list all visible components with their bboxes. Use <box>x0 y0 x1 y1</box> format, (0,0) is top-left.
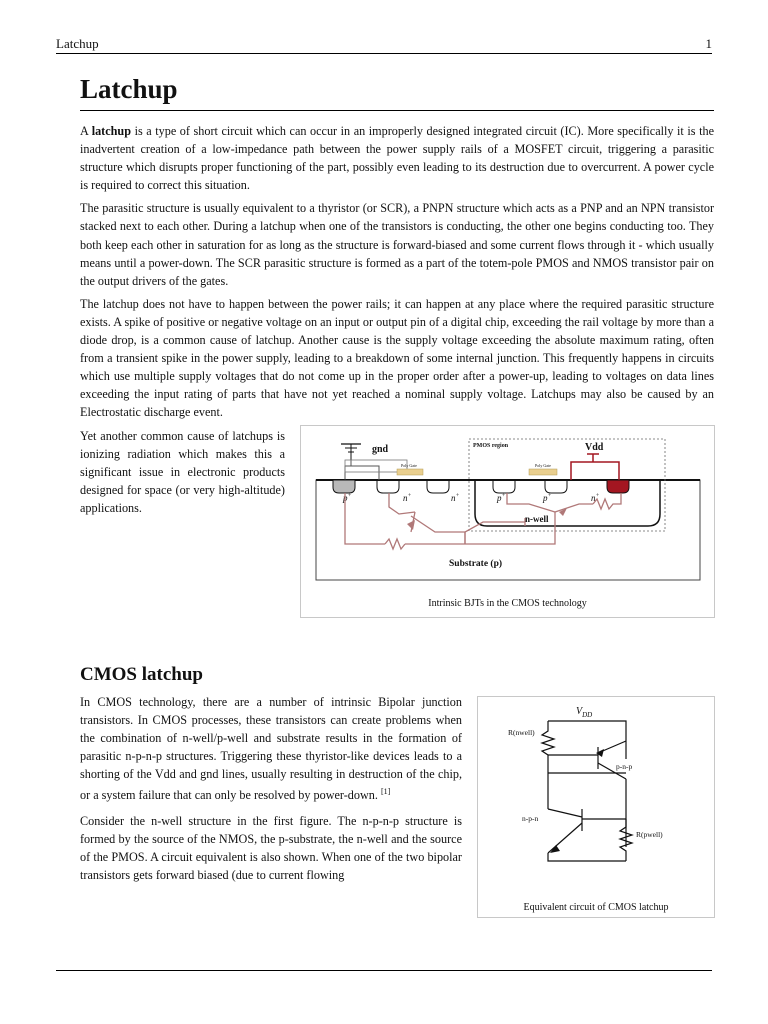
section-heading-cmos: CMOS latchup <box>80 663 203 685</box>
circuit-wiring <box>542 721 632 861</box>
intro-prefix: A <box>80 124 92 138</box>
poly-gate-label-2: Poly Gate <box>535 462 551 468</box>
paragraph-cmos-1 <box>80 693 462 805</box>
title-rule <box>80 110 714 111</box>
paragraph-cmos-2: Consider the n-well structure in the first figure. The n-p-n-p structure is formed by the source of the NMOS, the p-substrate, the n-well and the source of the PMOS. A circuit equivalent is also shown. When one of the two bipolar transistors gets forward biased (due to current flowing <box>80 814 462 883</box>
p-plus-label-3: p+ <box>543 492 552 503</box>
page-title: Latchup <box>80 74 178 104</box>
figure2-caption: Equivalent circuit of CMOS latchup <box>523 901 669 913</box>
pmos-region-label: PMOS region <box>473 442 509 449</box>
cmos-para1-text: In CMOS technology, there are a number of intrinsic Bipolar junction transistors. In CMOS processes, these transistors can create problems when the combination of n-well/p-well and substrate results in the formation of parasitic n-p-n-p structures. Triggering these thyristor-like devices leads to a shorting of the Vdd and gnd lines, usually resulting in destruction of the chip, or a system failure that can only be resolved by power-down. <box>80 694 462 803</box>
cmos-section <box>80 693 714 923</box>
npn-label: n-p-n <box>522 813 539 823</box>
r-nwell-label: R(nwell) <box>508 727 535 737</box>
poly-gate-nmos <box>397 469 423 475</box>
pnp-emitter-arrow-icon <box>596 749 604 757</box>
p-plus-label-1: p+ <box>343 492 352 503</box>
poly-gate-pmos <box>529 469 557 475</box>
cmos-text-column <box>80 693 462 885</box>
p-plus-tap <box>333 480 355 493</box>
intro-term: latchup <box>91 124 131 138</box>
n-plus-drain <box>427 480 449 493</box>
p-plus-source <box>545 480 567 493</box>
n-plus-label-3: n+ <box>591 492 600 503</box>
paragraph-parasitic: The parasitic structure is usually equivalent to a thyristor (or SCR), a PNPN structure which acts as a PNP and an NPN transistor stacked next to each other. During a latchup when one of the transistors is conducting, the other one begins conducting too. They both keep each other in saturation for as long as the structure is forward-biased and some current flows through it - which usually means until a power-down. The SCR parasitic structure is formed as a part of the totem-pole PMOS and NMOS transistor pair on the output drivers of the gates. <box>80 201 714 288</box>
footer-rule <box>56 970 712 971</box>
pnp-label: p-n-p <box>616 761 633 771</box>
npn-arrow-icon <box>407 520 415 530</box>
n-plus-source <box>377 480 399 493</box>
paragraph-causes: The latchup does not have to happen between the power rails; it can happen at any place where the required parasitic structure exists. A spike of positive or negative voltage on an input or output pin of a digital chip, exceeding the rail voltage by more than a diode drop, is a common cause of latchup. Another cause is the supply voltage exceeding the absolute maximum rating, often from a transient spike in the power supply, leading to a breakdown of some internal junction. This frequently happens in circuits which use multiple supply voltages that do not come up in the proper order after a power-up, leading to voltages on data lines exceeding the input rating of parts that have not yet reached a nominal supply voltage. Latchups may also be caused by an Electrostatic discharge event. <box>80 296 714 420</box>
vdd-label: Vdd <box>585 441 604 453</box>
intro-rest: is a type of short circuit which can occur in an improperly designed integrated circuit (IC). More specifically it is the inadvertent creation of a low-impedance path between the power supply rails of a MOSFET circuit, triggering a parasitic structure which disrupts proper functioning of the part, possibly even leading to its destruction due to overcurrent. A power cycle is required to correct this situation. <box>80 124 714 193</box>
parasitic-wiring <box>345 493 621 549</box>
page-number: 1 <box>705 36 712 51</box>
n-plus-label-1: n+ <box>403 492 412 503</box>
nwell-label: n-well <box>525 513 549 524</box>
vdd-label-circuit: $V_{DD}$ <box>576 705 593 719</box>
cmos-cross-section-diagram <box>315 432 703 590</box>
running-header <box>56 36 712 52</box>
figure1-caption: Intrinsic BJTs in the CMOS technology <box>428 597 587 609</box>
reference-link[interactable]: [1] <box>380 786 391 796</box>
intro-paragraph <box>80 122 714 194</box>
figure-intrinsic-bjts <box>300 425 715 618</box>
latchup-equivalent-circuit <box>478 697 716 897</box>
figure-equivalent-circuit <box>477 696 715 918</box>
running-title: Latchup <box>56 36 99 51</box>
gnd-label: gnd <box>372 443 389 455</box>
radiation-section <box>80 427 714 632</box>
n-plus-label-2: n+ <box>451 492 460 503</box>
p-plus-drain <box>493 480 515 493</box>
substrate-label: Substrate (p) <box>449 558 503 569</box>
n-plus-well-tap <box>607 480 629 493</box>
poly-gate-label-1: Poly Gate <box>401 462 417 468</box>
p-plus-label-2: p+ <box>497 492 506 503</box>
paragraph-radiation: Yet another common cause of latchups is ionizing radiation which makes this a significant issue in electronic products designed for space (or very high-altitude) applications. <box>80 428 285 515</box>
r-pwell-label: R(pwell) <box>636 829 663 839</box>
article <box>80 70 714 923</box>
substrate-outline <box>316 480 700 580</box>
header-rule <box>56 53 712 54</box>
